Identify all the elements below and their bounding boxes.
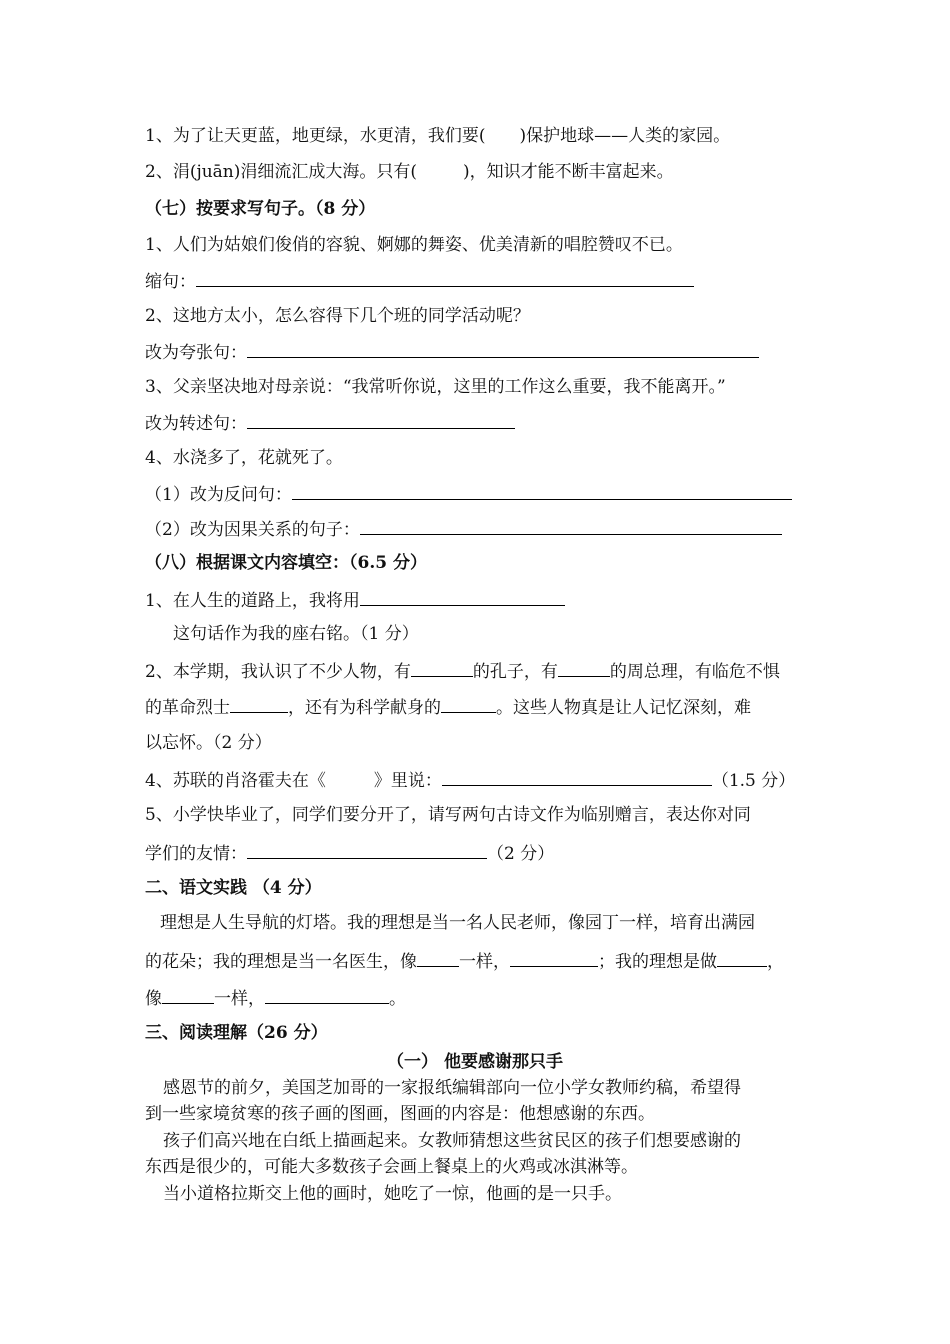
s8-q2-text-c: 的周总理，有临危不惧 bbox=[609, 662, 780, 682]
s7-question-3: 3、父亲坚决地对母亲说：“我常听你说，这里的工作这么重要，我不能离开。” bbox=[145, 377, 726, 397]
s8-q5-text: 学们的友情： bbox=[145, 844, 247, 864]
answer-blank[interactable] bbox=[411, 658, 473, 677]
s8-q5-score: （2 分） bbox=[487, 844, 555, 864]
story-p3-line-1: 当小道格拉斯交上他的画时，她吃了一惊，他画的是一只手。 bbox=[163, 1184, 622, 1204]
s7-q1-answer-line bbox=[145, 268, 694, 294]
story-p2-line-2: 东西是很少的，可能大多数孩子会画上餐桌上的火鸡或冰淇淋等。 bbox=[145, 1157, 638, 1177]
s6-q1-text-a: 1、为了让天更蓝，地更绿，水更清，我们要( bbox=[145, 126, 486, 146]
answer-blank[interactable] bbox=[247, 840, 487, 859]
answer-blank[interactable] bbox=[441, 694, 496, 713]
s6-q2-text-a: 2、涓(juān)涓细流汇成大海。只有( bbox=[145, 162, 418, 182]
s7-q1-label: 缩句： bbox=[145, 272, 196, 292]
answer-blank[interactable] bbox=[247, 410, 515, 429]
s7-q2-answer-line bbox=[145, 339, 759, 365]
part2-text-f: 一样， bbox=[214, 989, 265, 1009]
answer-blank[interactable] bbox=[360, 516, 782, 535]
s8-q1-text: 1、在人生的道路上，我将用 bbox=[145, 591, 360, 611]
answer-blank[interactable] bbox=[442, 767, 712, 786]
s7-question-1: 1、人们为姑娘们俊俏的容貌、婀娜的舞姿、优美清新的唱腔赞叹不已。 bbox=[145, 235, 683, 255]
section-7-title: （七）按要求写句子。（8 分） bbox=[145, 199, 376, 219]
s8-q2-text-e: ，还有为科学献身的 bbox=[288, 698, 441, 718]
s8-q2-line-3: 以忘怀。（2 分） bbox=[145, 733, 272, 753]
s7-q2-label: 改为夸张句： bbox=[145, 343, 247, 363]
s8-q5-line-1: 5、小学快毕业了，同学们要分开了，请写两句古诗文作为临别赠言，表达你对同 bbox=[145, 805, 751, 825]
s8-q2-text-d: 的革命烈士 bbox=[145, 698, 230, 718]
answer-blank[interactable] bbox=[417, 948, 459, 967]
part2-text-d: ， bbox=[767, 952, 784, 972]
s6-question-2 bbox=[145, 160, 674, 184]
part-3-title: 三、阅读理解（26 分） bbox=[145, 1023, 328, 1043]
s6-q2-text-b: )，知识才能不断丰富起来。 bbox=[463, 162, 674, 182]
answer-blank[interactable] bbox=[265, 985, 389, 1004]
story-title: （一） 他要感谢那只手 bbox=[387, 1052, 563, 1072]
story-p1-line-2: 到一些家境贫寒的孩子画的图画，图画的内容是：他想感谢的东西。 bbox=[145, 1104, 655, 1124]
s8-question-1 bbox=[145, 587, 565, 613]
s8-q2-line-2 bbox=[145, 694, 751, 720]
answer-blank[interactable] bbox=[717, 948, 767, 967]
part2-text-b: 一样， bbox=[459, 952, 510, 972]
s8-q5-line-2 bbox=[145, 840, 554, 866]
part2-text-g: 。 bbox=[389, 989, 406, 1009]
part2-line-2 bbox=[145, 948, 784, 974]
s8-q2-text-f: 。这些人物真是让人记忆深刻，难 bbox=[496, 698, 751, 718]
s7-question-4: 4、水浇多了，花就死了。 bbox=[145, 448, 343, 468]
answer-blank[interactable] bbox=[162, 985, 214, 1004]
s6-question-1 bbox=[145, 124, 730, 148]
s7-q4-1-label: （1）改为反问句： bbox=[145, 485, 292, 505]
s7-question-2: 2、这地方太小，怎么容得下几个班的同学活动呢？ bbox=[145, 306, 530, 326]
story-p1-line-1: 感恩节的前夕，美国芝加哥的一家报纸编辑部向一位小学女教师约稿，希望得 bbox=[163, 1078, 741, 1098]
story-p2-line-1: 孩子们高兴地在白纸上描画起来。女教师猜想这些贫民区的孩子们想要感谢的 bbox=[163, 1131, 741, 1151]
answer-blank[interactable] bbox=[247, 339, 759, 358]
s8-q2-line-1 bbox=[145, 658, 780, 684]
s8-q2-text-b: 的孔子，有 bbox=[472, 662, 558, 682]
part2-line-1: 理想是人生导航的灯塔。我的理想是当一名人民老师，像园丁一样，培育出满园 bbox=[160, 913, 755, 933]
s7-q3-label: 改为转述句： bbox=[145, 414, 247, 434]
s7-q4-1-answer-line bbox=[145, 481, 792, 507]
s8-q2-text-a: 2、本学期，我认识了不少人物，有 bbox=[145, 662, 411, 682]
part2-text-e: 像 bbox=[145, 989, 162, 1009]
answer-blank[interactable] bbox=[510, 948, 598, 967]
answer-blank[interactable] bbox=[360, 587, 565, 606]
answer-blank[interactable] bbox=[558, 658, 610, 677]
answer-blank[interactable] bbox=[196, 268, 694, 287]
s7-q4-2-answer-line bbox=[145, 516, 782, 542]
s8-q4-text-a: 4、苏联的肖洛霍夫在《 bbox=[145, 771, 326, 791]
part-2-title: 二、语文实践 （4 分） bbox=[145, 878, 322, 898]
s8-q4-text-b: 》里说： bbox=[373, 771, 442, 791]
answer-blank[interactable] bbox=[230, 694, 288, 713]
answer-blank[interactable] bbox=[292, 481, 792, 500]
s7-q3-answer-line bbox=[145, 410, 515, 436]
s8-question-4 bbox=[145, 767, 795, 793]
section-8-title: （八）根据课文内容填空：（6.5 分） bbox=[145, 553, 427, 573]
part2-text-a: 的花朵；我的理想是当一名医生，像 bbox=[145, 952, 417, 972]
part2-text-c: ；我的理想是做 bbox=[598, 952, 717, 972]
part2-line-3 bbox=[145, 985, 406, 1011]
s6-q1-text-b: )保护地球——人类的家园。 bbox=[519, 126, 731, 146]
s8-q1-continuation: 这句话作为我的座右铭。（1 分） bbox=[173, 624, 419, 644]
s7-q4-2-label: （2）改为因果关系的句子： bbox=[145, 520, 360, 540]
s8-q4-score: （1.5 分） bbox=[711, 771, 796, 791]
